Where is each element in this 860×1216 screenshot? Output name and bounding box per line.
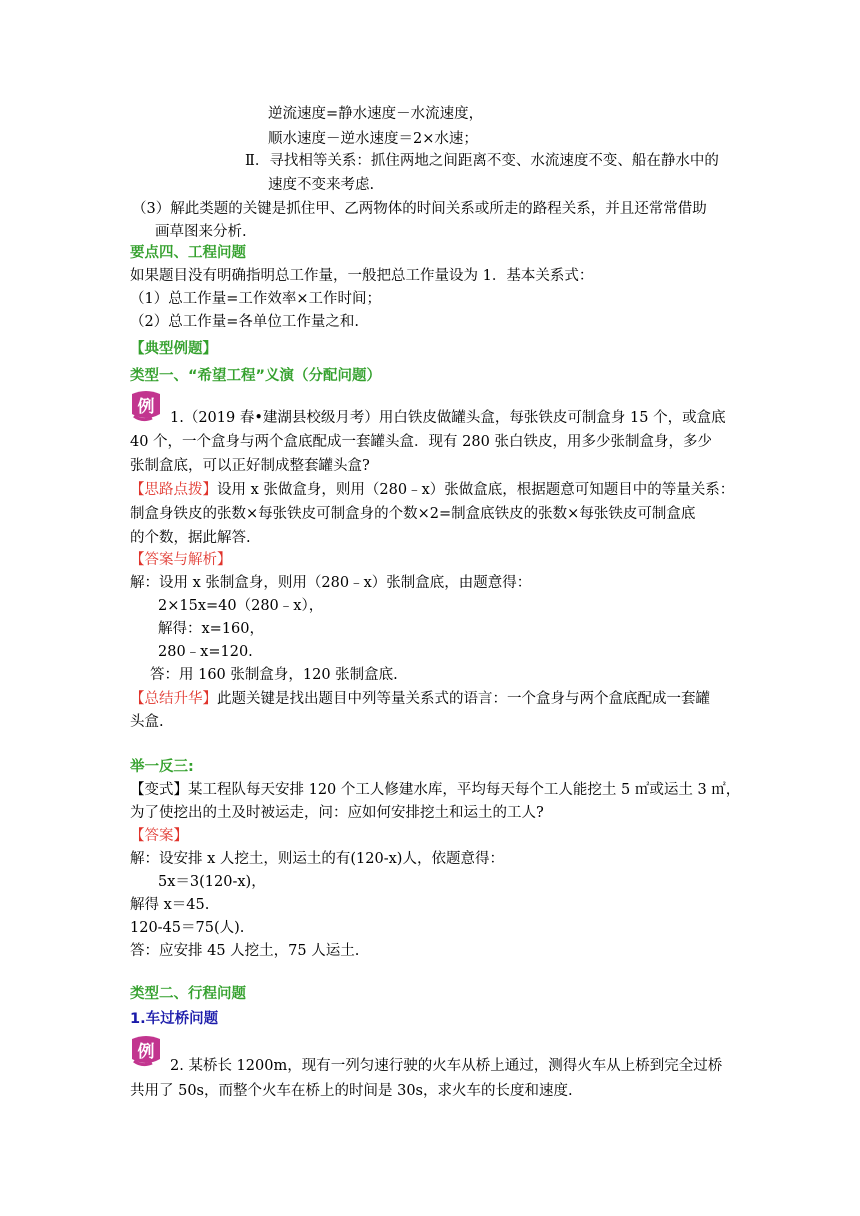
key-point-3-cont: 画草图来分析. xyxy=(155,224,247,240)
solution-line-2: 2×15x=40（280﹣x）， xyxy=(158,598,324,614)
example2-question-2: 共用了 50s，而整个火车在桥上的时间是 30s，求火车的长度和速度. xyxy=(130,1083,573,1099)
example1-question-1: 1.（2019 春•建湖县校级月考）用白铁皮做罐头盒，每张铁皮可制盒身 15 个，或盒底 xyxy=(170,410,726,426)
badge-label: 例 xyxy=(137,397,155,417)
solution-line-4: 280﹣x=120. xyxy=(158,644,253,660)
variant-heading: 举一反三: xyxy=(130,759,194,775)
key-point-3: （3）解此类题的关键是抓住甲、乙两物体的时间关系或所走的路程关系，并且还常常借助 xyxy=(132,201,707,217)
formula-upstream: 逆流速度=静水速度－水流速度， xyxy=(268,106,484,122)
point4-heading: 要点四、工程问题 xyxy=(130,245,246,261)
variant-question-2: 为了使挖出的土及时被运走，问：应如何安排挖土和运土的工人? xyxy=(130,805,544,821)
type2-heading: 类型二、行程问题 xyxy=(130,986,246,1002)
variant-label: 【变式】 xyxy=(130,782,188,798)
summary-line-2: 头盒. xyxy=(130,714,164,730)
summary-label: 【总结升华】 xyxy=(130,691,217,707)
formula-downstream-diff: 顺水速度－逆水速度＝2×水速； xyxy=(268,131,478,147)
variant-text-1: 某工程队每天安排 120 个工人修建水库，平均每天每个工人能挖土 5 ㎡或运土 3 ㎡， xyxy=(188,782,741,798)
variant-answer-label: 【答案】 xyxy=(130,828,188,844)
point4-relation-1: （1）总工作量=工作效率×工作时间； xyxy=(130,291,382,307)
variant-solution-4: 120-45＝75(人). xyxy=(130,920,245,936)
example-badge-icon xyxy=(128,388,164,424)
solution-line-1: 解：设用 x 张制盒身，则用（280﹣x）张制盒底，由题意得： xyxy=(130,575,532,591)
variant-solution-5: 答：应安排 45 人挖土，75 人运土. xyxy=(130,943,360,959)
variant-solution-3: 解得 x＝45. xyxy=(130,897,210,913)
example1-hint-line-3: 的个数，据此解答. xyxy=(130,530,251,546)
answer-label: 【答案与解析】 xyxy=(130,552,232,568)
point4-relation-2: （2）总工作量=各单位工作量之和. xyxy=(130,314,359,330)
variant-question-1 xyxy=(130,779,740,801)
example2-question-1: 2. 某桥长 1200m，现有一列匀速行驶的火车从桥上通过，测得火车从上桥到完全过桥 xyxy=(170,1058,723,1074)
point4-intro: 如果题目没有明确指明总工作量，一般把总工作量设为 1．基本关系式： xyxy=(130,268,594,284)
find-equal-relation: Ⅱ．寻找相等关系：抓住两地之间距离不变、水流速度不变、船在静水中的 xyxy=(245,153,719,169)
example1-question-3: 张制盒底，可以正好制成整套罐头盒? xyxy=(130,458,370,474)
summary-text-1: 此题关键是找出题目中列等量关系式的语言：一个盒身与两个盒底配成一套罐 xyxy=(217,691,710,707)
solution-line-3: 解得：x=160， xyxy=(158,621,265,637)
examples-heading: 【典型例题】 xyxy=(130,341,217,357)
solution-line-5: 答：用 160 张制盒身，120 张制盒底. xyxy=(150,667,398,683)
hint-label: 【思路点拨】 xyxy=(130,482,217,498)
variant-solution-2: 5x＝3(120-x)， xyxy=(158,874,266,890)
example1-question-2: 40 个，一个盒身与两个盒底配成一套罐头盒．现有 280 张白铁皮，用多少张制盒身，多少 xyxy=(130,434,712,450)
find-equal-relation-cont: 速度不变来考虑. xyxy=(268,177,375,193)
example-badge-icon xyxy=(128,1033,164,1069)
hint-text-1: 设用 x 张做盒身，则用（280﹣x）张做盒底，根据题意可知题目中的等量关系： xyxy=(217,482,735,498)
example1-hint-line-1 xyxy=(130,479,734,501)
type1-heading: 类型一、“希望工程”义演（分配问题） xyxy=(130,368,382,384)
type2-subheading: 1.车过桥问题 xyxy=(130,1011,219,1027)
badge-label: 例 xyxy=(137,1042,155,1062)
summary-line-1 xyxy=(130,688,710,710)
variant-solution-1: 解：设安排 x 人挖土，则运土的有(120-x)人，依题意得： xyxy=(130,851,504,867)
example1-hint-line-2: 制盒身铁皮的张数×每张铁皮可制盒身的个数×2=制盒底铁皮的张数×每张铁皮可制盒底 xyxy=(130,506,696,522)
